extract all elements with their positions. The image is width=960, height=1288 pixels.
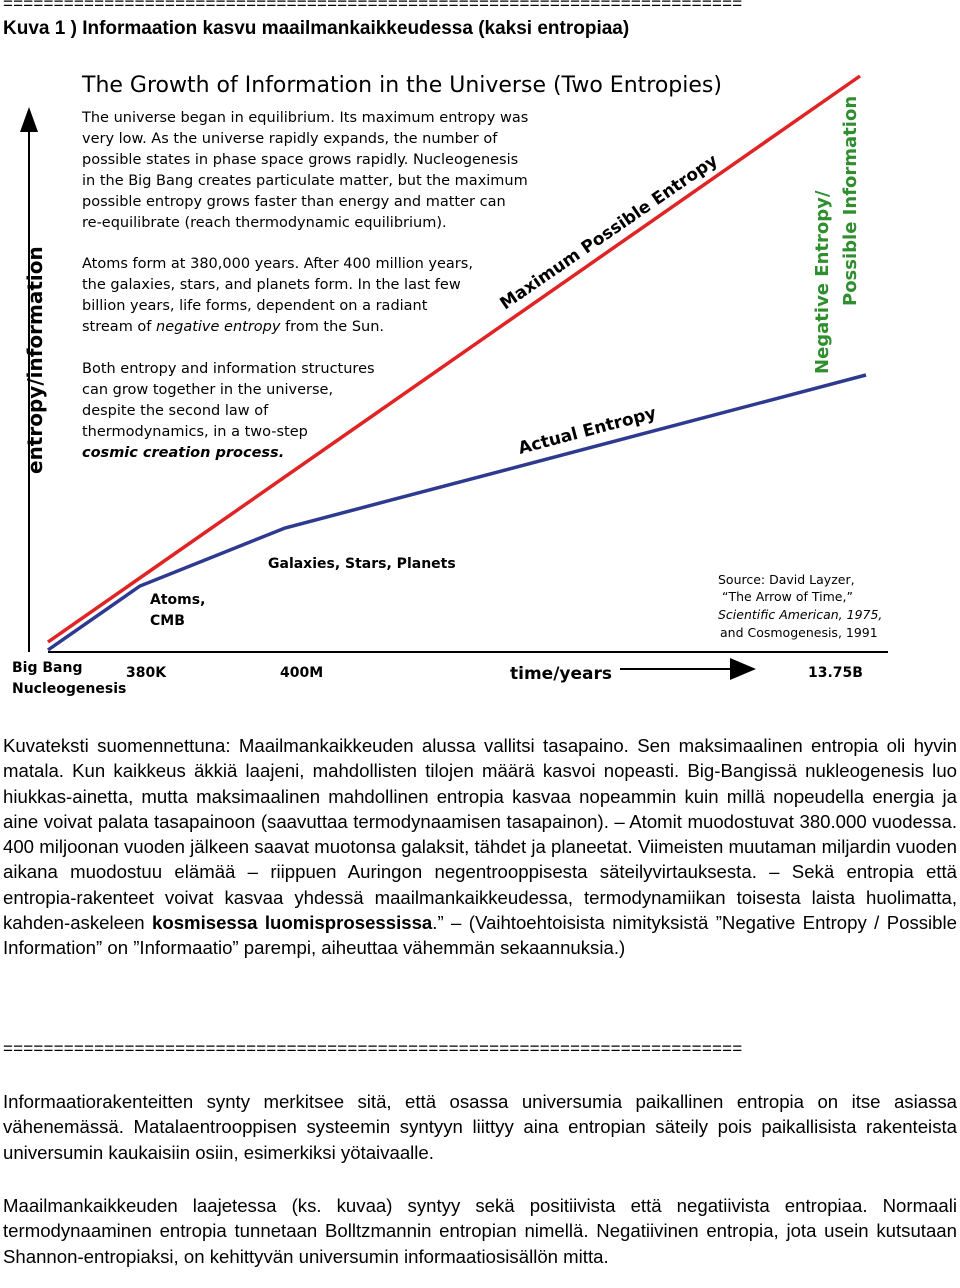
y-axis-label: entropy/information xyxy=(23,246,47,474)
bigbang-label-1: Big Bang xyxy=(12,660,83,676)
tick-label-400m: 400M xyxy=(280,665,324,681)
p2-line-last: stream of negative entropy from the Sun. xyxy=(82,319,385,335)
paragraph-expanding-universe: Maailmankaikkeuden laajetessa (ks. kuvaa) syntyy sekä positiivista että negatiivista entropiaa. Normaali termodynaaminen entropia tunnetaan Bolltzmannin entropian nimellä. Negatiivinen entropia, jota usein kutsutaan Shannon-entropiaksi, on kehittyvän universumin informaatiosisällön mitta. xyxy=(3,1195,957,1267)
x-axis-label: time/years xyxy=(510,664,612,684)
p3-line: despite the second law of xyxy=(82,403,269,419)
negative-entropy-label-2: Possible Information xyxy=(840,95,861,306)
p3-line: Both entropy and information structures xyxy=(82,361,375,377)
bigbang-label-2: Nucleogenesis xyxy=(12,681,127,697)
tick-label-1375b: 13.75B xyxy=(808,665,863,681)
p1-line: possible entropy grows faster than energy and matter can xyxy=(82,194,506,210)
p1-line: in the Big Bang creates particulate matter, but the maximum xyxy=(82,173,528,189)
atoms-label-2: CMB xyxy=(150,613,185,629)
max-entropy-label: Maximum Possible Entropy xyxy=(496,150,722,315)
p1-line: possible states in phase space grows rapidly. Nucleogenesis xyxy=(82,152,519,168)
p3-line: can grow together in the universe, xyxy=(82,382,334,398)
figure-caption-title: Kuva 1 ) Informaation kasvu maailmankaikkeudessa (kaksi entropiaa) xyxy=(3,18,630,39)
actual-entropy-label: Actual Entropy xyxy=(516,403,659,459)
p3-line-emphasis: cosmic creation process. xyxy=(82,445,285,461)
p2-line: billion years, life forms, dependent on a radiant xyxy=(82,298,428,314)
time-arrow-icon xyxy=(730,658,756,680)
source-line: Source: David Layzer, xyxy=(718,572,855,587)
figure-paragraph-2 xyxy=(82,256,473,335)
paragraph-information-structures: Informaatiorakenteitten synty merkitsee sitä, että osassa universumia paikallinen entropia on itse asiassa vähenemässä. Matalaentrooppisen systeemin syntyyn liittyy aina entropian säteily pois paikallisista rakenteista universumin kaukaisiin osiin, esimerkiksi yötaivaalle. xyxy=(3,1091,957,1163)
figure-paragraph-1 xyxy=(81,110,528,231)
galaxies-label: Galaxies, Stars, Planets xyxy=(268,556,456,572)
bold-phrase: kosmisessa luomisprosessissa xyxy=(152,912,433,934)
p3-line: thermodynamics, in a two-step xyxy=(82,424,308,440)
figure-title: The Growth of Information in the Universe (Two Entropies) xyxy=(82,73,722,98)
atoms-label-1: Atoms, xyxy=(150,592,206,608)
growth-of-information-figure xyxy=(0,52,960,702)
p1-line: very low. As the universe rapidly expands, the number of xyxy=(82,131,498,147)
top-separator: ========================================================================= xyxy=(3,0,743,13)
y-axis-arrow-icon xyxy=(20,107,38,132)
figure-caption-translation: Kuvateksti suomennettuna: Maailmankaikkeuden alussa vallitsi tasapaino. Sen maksimaalinen entropia oli hyvin matala. Kun kaikkeus äkkiä laajeni, mahdollisten tilojen määrä kasvoi nopeasti. Big-Bangissä nukleogenesis luo hiukkas-ainetta, mutta maksimaalinen mahdollinen entropia kasvaa nopeammin kuin millä nopeudella energia ja aine voivat palata tasapainoon (saavuttaa termodynaamisen tasapainon). – Atomit muodostuvat 380.000 vuodessa. 400 miljoonan vuoden jälkeen saavat muotonsa galaksit, tähdet ja planeetat. Viimeisten muutaman miljardin vuoden aikana muodostuu elämää – riippuen Auringon negentrooppisesta säteilyvirtauksesta. – Sekä entropia että entropia-rakenteet voivat kasvaa yhdessä maailmankaikkeudessa, termodynamiikan toisesta laista huolimatta, kahden-askeleen kosmisessa luomisprosessissa.” – (Vaihtoehtoisista nimityksistä ”Negative Entropy / Possible Information” on ”Informaatio” parempi, aiheuttaa vähemmän sekaannuksia.) xyxy=(3,735,957,959)
tick-label-380k: 380K xyxy=(126,665,167,681)
source-line: “The Arrow of Time,” xyxy=(722,589,853,604)
negative-entropy-label-1: Negative Entropy/ xyxy=(812,190,833,374)
middle-separator: ========================================================================= xyxy=(3,1039,743,1058)
source-line: and Cosmogenesis, 1991 xyxy=(720,625,878,640)
p1-line: The universe began in equilibrium. Its maximum entropy was xyxy=(82,110,529,126)
source-line: Scientific American, 1975, xyxy=(718,607,883,622)
p2-line: Atoms form at 380,000 years. After 400 million years, xyxy=(82,256,473,272)
p2-line: the galaxies, stars, and planets form. In the last few xyxy=(82,277,461,293)
source-note xyxy=(718,572,882,640)
p1-line: re-equilibrate (reach thermodynamic equilibrium). xyxy=(82,215,447,231)
